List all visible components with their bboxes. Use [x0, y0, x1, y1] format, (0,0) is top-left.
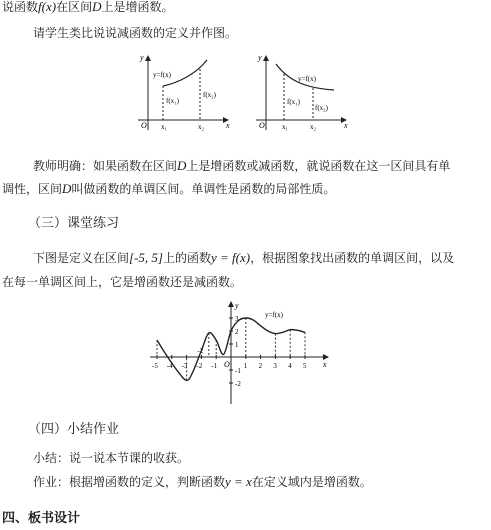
- x1-label: x₁: [282, 123, 288, 131]
- interval-D: D: [92, 0, 102, 14]
- f-x1-label: f(x₁): [166, 97, 179, 105]
- curve-label: y=f(x): [265, 311, 283, 319]
- x-tick-label: -4: [166, 362, 173, 370]
- summary-line: 小结：说一说本节课的收获。: [33, 451, 190, 465]
- f-x1-label: f(x₁): [287, 98, 300, 106]
- origin-label: O: [259, 121, 265, 130]
- intro-line: 说函数f(x)在区间D上是增函数。: [2, 0, 174, 14]
- origin-label: O: [224, 360, 230, 369]
- x2-label: x₂: [198, 123, 204, 131]
- x-axis-label: x: [226, 121, 230, 130]
- y-tick-label: -1: [235, 367, 241, 375]
- x-tick-label: 5: [303, 362, 307, 370]
- x-tick-label: -2: [196, 362, 203, 370]
- x-tick-label: -3: [181, 362, 188, 370]
- func-f-x: f(x): [38, 0, 57, 14]
- y-axis-label: y: [140, 53, 144, 62]
- exercise-line-2: 在每一单调区间上，它是增函数还是减函数。: [2, 275, 243, 289]
- curve-label: y=f(x): [153, 71, 171, 79]
- function-graph: [0, 300, 491, 408]
- y-tick-label: 3: [235, 315, 239, 323]
- board-design-title: 四、板书设计: [2, 511, 81, 526]
- f-x2-label: f(x₂): [315, 104, 328, 112]
- monotonic-sketches-figure: [0, 52, 491, 142]
- x-tick-label: 4: [288, 362, 292, 370]
- origin-label: O: [141, 121, 147, 130]
- homework-line: 作业：根据增函数的定义，判断函数y = x在定义域内是增函数。: [33, 474, 372, 489]
- y-axis-label: y: [258, 53, 262, 62]
- increasing-sketch: [138, 53, 230, 131]
- f-x2-label: f(x₂): [203, 91, 216, 99]
- x-tick-label-above: -2: [197, 347, 204, 355]
- y-tick-label: 1: [235, 341, 239, 349]
- x1-label: x₁: [161, 123, 167, 131]
- section-3-title: （三）课堂练习: [28, 216, 120, 231]
- x-tick-label: -5: [152, 362, 158, 370]
- curve-label: y=f(x): [298, 75, 316, 83]
- decreasing-sketch: [256, 53, 348, 131]
- y-axis-label: y: [235, 301, 239, 310]
- homework-function: y = x: [225, 474, 252, 489]
- section-4-title: （四）小结作业: [28, 422, 120, 437]
- y-tick-label: -2: [235, 380, 241, 388]
- y-tick-label: 2: [235, 328, 239, 336]
- x2-label: x₂: [310, 123, 316, 131]
- x-axis-label: x: [323, 360, 327, 369]
- x-tick-label: 1: [243, 362, 248, 370]
- interval-text: [-5, 5]: [129, 250, 163, 265]
- x-axis-label: x: [344, 121, 348, 130]
- x-tick-label: 2: [258, 362, 263, 370]
- prompt-line: 请学生类比说说减函数的定义并作图。: [33, 26, 238, 40]
- function-text: y = f(x): [210, 250, 251, 265]
- exercise-line-1: 下图是定义在区间[-5, 5]上的函数y = f(x)，根据图象找出函数的单调区间，以及: [33, 250, 455, 265]
- teacher-line-1: 教师明确：如果函数在区间D上是增函数或减函数，就说函数在这一区间具有单: [33, 158, 451, 173]
- x-tick-label: -1: [211, 362, 218, 370]
- x-tick-label: 3: [273, 362, 277, 370]
- teacher-line-2: 调性，区间D叫做函数的单调区间。单调性是函数的局部性质。: [2, 181, 336, 196]
